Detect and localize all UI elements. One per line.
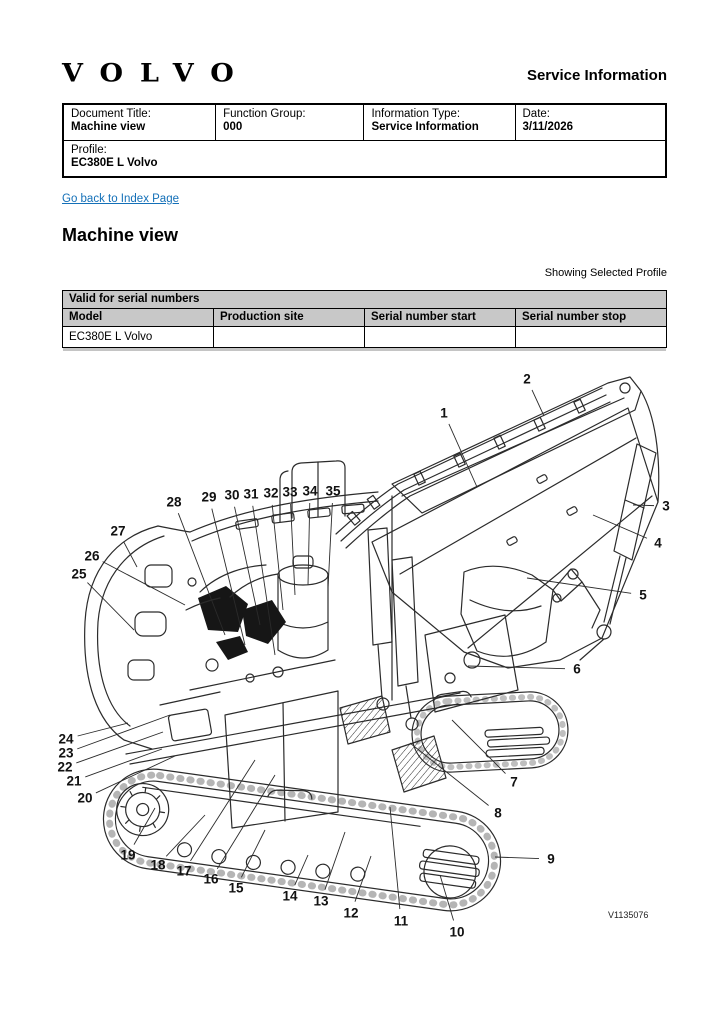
- callout-label-9: 9: [547, 851, 555, 867]
- callout-leader-24: [78, 723, 128, 736]
- document-info-table: [62, 103, 667, 178]
- information-type-cell: [364, 104, 515, 141]
- callout-label-32: 32: [263, 485, 279, 501]
- function-group-cell: [216, 104, 364, 141]
- callout-label-31: 31: [243, 486, 259, 502]
- callout-leader-9: [495, 857, 539, 859]
- callout-label-16: 16: [203, 871, 219, 887]
- date-cell: [515, 104, 666, 141]
- col-header-serial-start: Serial number start: [365, 309, 516, 327]
- callout-label-21: 21: [66, 773, 82, 789]
- cell-model: EC380E L Volvo: [63, 327, 214, 348]
- callout-label-20: 20: [77, 790, 93, 806]
- callout-label-3: 3: [662, 498, 670, 514]
- callout-label-18: 18: [150, 857, 166, 873]
- callout-label-7: 7: [510, 774, 518, 790]
- callout-label-5: 5: [639, 587, 647, 603]
- showing-selected-profile-note: Showing Selected Profile: [544, 267, 667, 279]
- callout-leader-14: [295, 855, 308, 885]
- callout-label-11: 11: [393, 913, 409, 929]
- profile-value: EC380E L Volvo: [71, 157, 158, 169]
- col-header-production-site: Production site: [214, 309, 365, 327]
- callout-label-33: 33: [282, 484, 298, 500]
- cell-production-site: [214, 327, 365, 348]
- callout-label-14: 14: [282, 888, 298, 904]
- callout-label-2: 2: [523, 371, 531, 387]
- excavator-line-art: [85, 377, 659, 917]
- callout-leader-15: [241, 830, 265, 877]
- callout-label-28: 28: [166, 494, 182, 510]
- page-title: Machine view: [62, 225, 179, 245]
- callout-label-17: 17: [176, 863, 192, 879]
- information-type-value: Service Information: [371, 121, 479, 133]
- callout-label-4: 4: [654, 535, 662, 551]
- callout-leader-3: [633, 505, 654, 506]
- doc-title-value: Machine view: [71, 121, 146, 133]
- profile-label: Profile:: [71, 144, 107, 156]
- callout-leader-19: [134, 808, 155, 845]
- callout-label-13: 13: [313, 893, 329, 909]
- callout-label-27: 27: [110, 523, 126, 539]
- callout-label-12: 12: [343, 905, 359, 921]
- serial-numbers-table: [62, 290, 667, 348]
- cell-serial-stop: [516, 327, 667, 348]
- callout-leader-25: [87, 583, 134, 630]
- callout-leader-16: [217, 775, 275, 869]
- serial-table-title: Valid for serial numbers: [63, 291, 667, 309]
- callout-leader-2: [532, 390, 544, 416]
- profile-cell: [63, 141, 666, 178]
- function-group-value: 000: [223, 121, 243, 133]
- date-value: 3/11/2026: [522, 121, 574, 133]
- col-header-serial-stop: Serial number stop: [516, 309, 667, 327]
- doc-title-cell: [63, 104, 216, 141]
- boom-group: [336, 377, 659, 730]
- callout-label-6: 6: [573, 661, 581, 677]
- information-type-label: Information Type:: [371, 108, 461, 120]
- callout-label-29: 29: [201, 489, 217, 505]
- date-label: Date:: [522, 108, 550, 120]
- callout-leader-18: [166, 815, 205, 856]
- col-header-model: Model: [63, 309, 214, 327]
- figure-code: V1135076: [608, 910, 649, 920]
- callout-label-19: 19: [120, 847, 136, 863]
- callout-label-26: 26: [84, 548, 100, 564]
- table-row: [63, 327, 667, 348]
- callout-label-25: 25: [71, 566, 87, 582]
- callout-leader-27: [124, 542, 137, 567]
- back-to-index-link[interactable]: Go back to Index Page: [62, 193, 179, 205]
- callout-layer: [57, 372, 670, 940]
- volvo-logo: VOLVO: [62, 59, 251, 88]
- callout-label-1: 1: [440, 405, 448, 421]
- callout-leader-13: [325, 832, 345, 890]
- callout-label-22: 22: [57, 759, 73, 775]
- callout-label-8: 8: [494, 805, 502, 821]
- callout-label-34: 34: [302, 483, 318, 499]
- callout-label-15: 15: [228, 880, 244, 896]
- callout-leader-26: [103, 562, 185, 605]
- doc-title-label: Document Title:: [71, 108, 151, 120]
- callout-label-35: 35: [325, 483, 341, 499]
- callout-label-24: 24: [58, 731, 74, 747]
- machine-view-figure: [40, 360, 700, 950]
- callout-label-30: 30: [224, 487, 240, 503]
- callout-label-10: 10: [449, 924, 465, 940]
- service-information-title: Service Information: [526, 67, 667, 84]
- cell-serial-start: [365, 327, 516, 348]
- page-header: [62, 56, 667, 86]
- function-group-label: Function Group:: [223, 108, 306, 120]
- callout-label-23: 23: [58, 745, 74, 761]
